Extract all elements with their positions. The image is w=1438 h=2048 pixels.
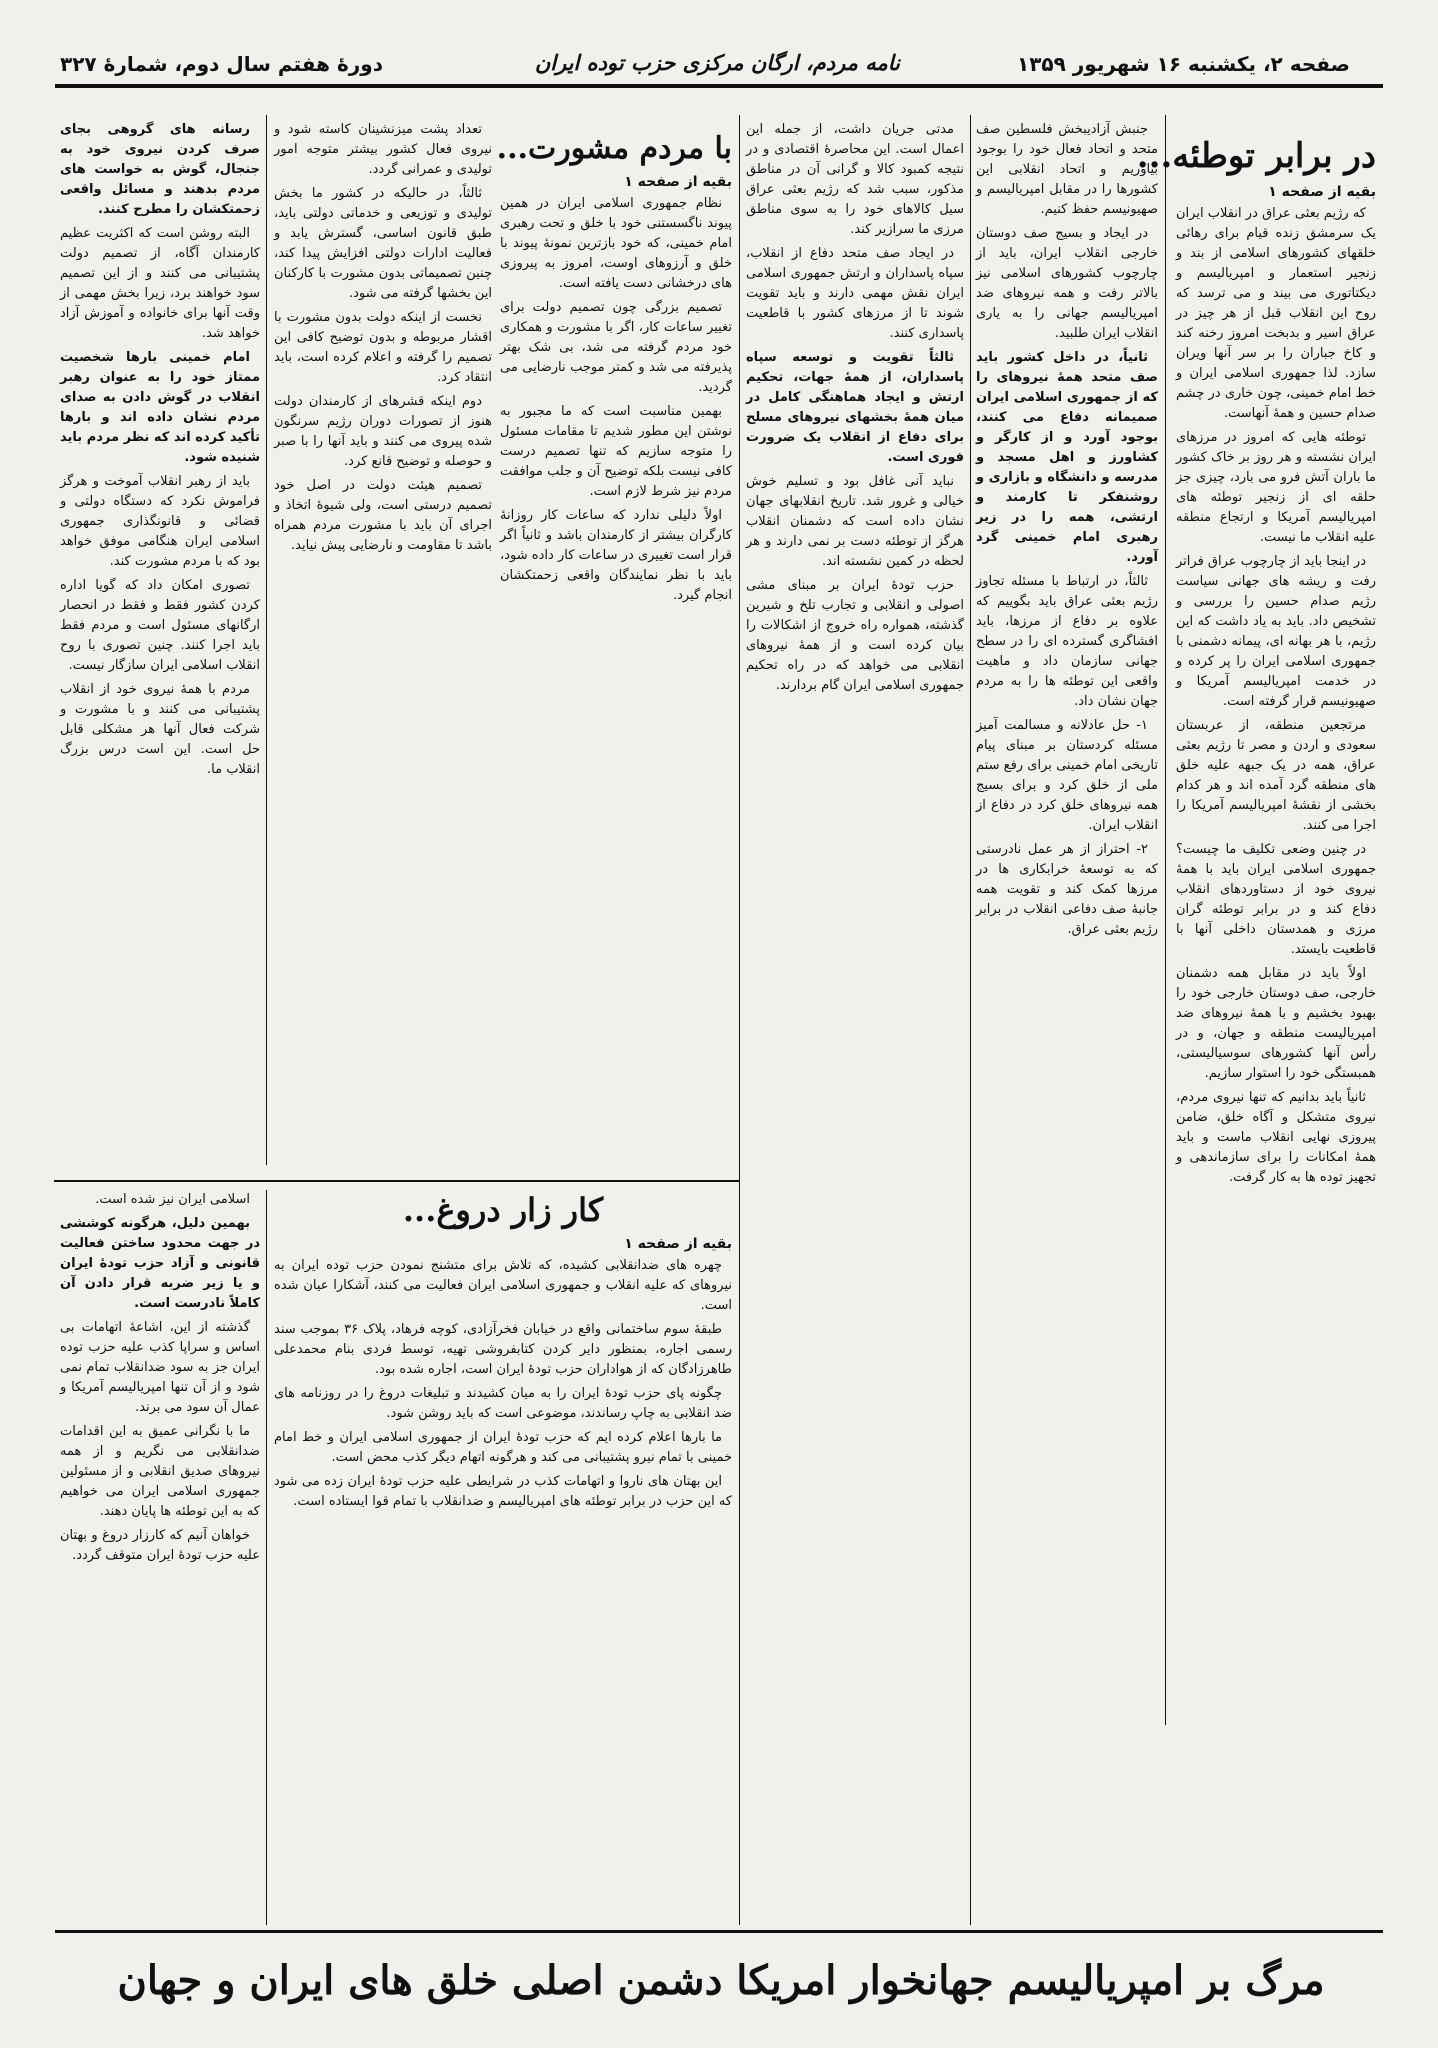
paragraph: ثالثاً، در حالیکه در کشور ما بخش تولیدی و توزیعی و خدماتی دولتی باید، طبق قانون اساسی، گسترش یابد و فعالیت ادارات دولتی افزایش پیدا کند، چنین تصمیماتی بدون مشورت با کارکنان این بخشها گرفته می شود. <box>274 186 492 301</box>
section-rule <box>54 1180 740 1182</box>
paragraph: در چنین وضعی تکلیف ما چیست؟ جمهوری اسلامی ایران باید با همهٔ نیروی خود از دستاوردهای انقلاب دفاع کند و در برابر توطئه گران مرزی و همدستان داخلی آنها با قاطعیت بایستد. <box>1176 841 1376 957</box>
paragraph: نظام جمهوری اسلامی ایران در همین پیوند ناگسستنی خود با خلق و تحت رهبری امام خمینی، که خود بازترین نمونهٔ پیوند با خلق و آرزوهای اوست، امروز به پیروزی های درخشانی دست یافته است. <box>500 195 732 291</box>
paragraph: توطئه هایی که امروز در مرزهای ایران نشسته و هر روز بر خاک کشور ما باران آتش فرو می بارد، چیزی جز حلقه ای از زنجیر توطئه های امپریالیسم آمریکا و ارتجاع منطقه علیه انقلاب ما نیست. <box>1176 429 1376 545</box>
article-column <box>496 130 732 1175</box>
article-title: کار زار دروغ... <box>402 1191 604 1229</box>
masthead: نامه مردم، ارگان مرکزی حزب توده ایران <box>534 50 900 75</box>
header-rule <box>55 84 1383 88</box>
paragraph: مدتی جریان داشت، از جمله این اعمال است. این محاصرهٔ اقتصادی و در نتیجه کمبود کالا و گرانی آن در مناطق مذکور، سبب شد که رژیم بعثی عراق سیل کالاهای خود را به سوی مناطق مرزی ما سرازیر کند. <box>746 122 964 237</box>
paragraph: ثانیاً باید بدانیم که تنها نیروی مردم، نیروی متشکل و آگاه خلق، ضامن پیروزی نهایی انقلاب ماست و باید همهٔ امکانات را برای سازماندهی و تجهیز توده ها به کار گرفت. <box>1176 1089 1376 1185</box>
paragraph: ثالثاً تقویت و توسعه سپاه پاسداران، از همهٔ جهات، تحکیم ارتش و ایجاد هماهنگی کامل در میان همهٔ بخشهای نیروهای مسلح برای دفاع از انقلاب یک ضرورت فوری است. <box>746 350 964 465</box>
paragraph: ۱- حل عادلانه و مسالمت آمیز مسئله کردستان بر مبنای پیام تاریخی امام خمینی برای رفع ستم ملی از خلق کرد و برای بسیج همه نیروهای خلق کرد در دفاع از انقلاب ایران. <box>976 718 1158 833</box>
paragraph: گذشته از این، اشاعهٔ اتهامات بی اساس و سراپا کذب علیه حزب توده ایران جز به سود ضدانقلاب تمام نمی شود و از آن تنها امپریالیسم آمریکا و عمال آن سود می برند. <box>60 1320 260 1415</box>
paragraph: تصمیم هیئت دولت در اصل خود تصمیم درستی است، ولی شیوهٔ اتخاذ و اجرای آن باید با مشورت مردم همراه باشد تا مقاومت و نارضایی پیش نیاید. <box>274 478 492 553</box>
paragraph: اولاً دلیلی ندارد که ساعات کار روزانهٔ کارگران بیشتر از کارمندان باشد و ثانیاً اگر قرار است تغییری در ساعات کار داده شود، باید با نظر نمایندگان واقعی زحمتکشان انجام گیرد. <box>500 507 732 603</box>
continued-label: بقیه از صفحه ۱ <box>624 1236 732 1252</box>
paragraph: طبقهٔ سوم ساختمانی واقع در خیابان فخرآزادی، کوچه فرهاد، پلاک ۳۶ بموجب سند رسمی اجاره، بمنظور دایر کردن کتابفروشی تهیه، توسط فردی بنام محمدعلی طاهرزادگان که از هواداران حزب تودهٔ ایران است، اجاره شده بود. <box>274 1322 732 1377</box>
paragraph: جنبش آزادیبخش فلسطین صف متحد و اتحاد فعال خود را بوجود بیاوریم و اتحاد انقلابی این کشورها را در مقابل امپریالیسم و صهیونیسم حفظ کنیم. <box>976 122 1158 217</box>
paragraph: ثانیاً، در داخل کشور باید صف متحد همهٔ نیروهای را که از جمهوری اسلامی ایران صمیمانه دفاع می کنند، بوجود آورد و از کارگر و کشاورز و اهل مسجد و مدرسه و دانشگاه و بازاری و روشنفکر تا کارمند و ارتشی، همه را در زیر رهبری امام خمینی گرد آورد. <box>976 350 1158 565</box>
article-column <box>60 1190 260 1925</box>
article-column <box>976 120 1158 1925</box>
paragraph: چهره های ضدانقلابی کشیده، که تلاش برای متشنج نمودن حزب توده ایران به نیروهای که علیه انقلاب و جمهوری اسلامی ایران فعالیت می کنند، آشکارا عیان شده است. <box>274 1258 732 1313</box>
paragraph: اسلامی ایران نیز شده است. <box>95 1192 250 1207</box>
column-rule <box>970 115 971 1925</box>
column-rule <box>1165 115 1166 1725</box>
issue-info: دورهٔ هفتم سال دوم، شمارهٔ ۳۲۷ <box>60 52 383 76</box>
paragraph: مرتجعین منطقه، از عربستان سعودی و اردن و مصر تا رژیم بعثی عراق، همه در یک جبهه علیه خلق های منطقه گرد آمده اند و هر کدام بخشی از نقشهٔ امپریالیسم آمریکا را اجرا می کنند. <box>1176 717 1376 833</box>
paragraph: در اینجا باید از چارچوب عراق فراتر رفت و ریشه های جهانی سیاست رژیم صدام حسین را بررسی و تشخیص داد. باید به یاد داشت که این رژیم، با هر بهانه ای، پیمانه دشمنی با جمهوری اسلامی ایران را پر کرده و در خدمت امپریالیسم آمریکا و صهیونیسم قرار گرفته است. <box>1176 553 1376 709</box>
paragraph: که رژیم بعثی عراق در انقلاب ایران یک سرمشق زنده قیام برای رهائی خلقهای کشورهای اسلامی از بند و زنجیر استعمار و امپریالیسم و دیکتاتوری می بیند و می ترسد که روح این انقلاب قبل از هر چیز در عراق اسیر و بدبخت امروز رخنه کند و کاخ جباران را بر سر آنها ویران سازد. لذا جمهوری اسلامی ایران و خط امام خمینی، چون خاری در چشم صدام حسین و همهٔ آنهاست. <box>1176 205 1376 421</box>
paragraph: ثالثاً، در ارتباط با مسئله تجاوز رژیم بعثی عراق باید بگوییم که علاوه بر دفاع از مرزها، باید افشاگری گسترده ای را در سطح جهانی سازمان داد و ماهیت واقعی این توطئه ها را به مردم جهان نشان داد. <box>976 574 1158 709</box>
paragraph: رسانه های گروهی بجای صرف کردن نیروی خود به جنجال، گوش به خواست های مردم بدهند و مسائل واقعی زحمتکشان را مطرح کنند. <box>60 122 260 217</box>
paragraph: ما بارها اعلام کرده ایم که حزب تودهٔ ایران از جمهوری اسلامی ایران و خط امام خمینی با تمام نیرو پشتیبانی می کند و هرگونه اتهام دیگر کذب محض است. <box>274 1430 732 1465</box>
article-column <box>274 120 492 1175</box>
paragraph: باید از رهبر انقلاب آموخت و هرگز فراموش نکرد که دستگاه دولتی و قضائی و قانونگذاری جمهوری اسلامی ایران هنگامی موفق خواهد بود که با مردم مشورت کند. <box>60 474 260 569</box>
continued-label: بقیه از صفحه ۱ <box>624 173 732 190</box>
article-column <box>60 120 260 1175</box>
paragraph: مردم با همهٔ نیروی خود از انقلاب پشتیبانی می کنند و با مشورت و شرکت فعال آنها هر مشکلی قابل حل است. این است درس بزرگ انقلاب ما. <box>60 682 260 777</box>
article-title: با مردم مشورت... <box>496 131 732 166</box>
footer-banner: مرگ بر امپریالیسم جهانخوار امریکا دشمن اصلی خلق های ایران و جهان <box>117 1957 1325 2004</box>
paragraph: چگونه پای حزب تودهٔ ایران را به میان کشیدند و تبلیغات دروغ را در روزنامه های ضد انقلابی به چاپ رساندند، موضوعی است که باید روشن شود. <box>274 1386 732 1421</box>
paragraph: تصمیم بزرگی چون تصمیم دولت برای تغییر ساعات کار، اگر با مشورت و همکاری خود مردم گرفته می شد، بی شک بهتر پذیرفته می شد و کمتر موجب نارضایی می گردید. <box>500 299 732 395</box>
column-rule <box>266 115 267 1165</box>
page-date: صفحه ۲، یکشنبه ۱۶ شهریور ۱۳۵۹ <box>1017 52 1350 76</box>
paragraph: این بهتان های ناروا و اتهامات کذب در شرایطی علیه حزب تودهٔ ایران زده می شود که این حزب در برابر توطئه های امپریالیسم و ضدانقلاب با تمام قوا ایستاده است. <box>274 1474 732 1509</box>
paragraph: نباید آنی غافل بود و تسلیم خوش خیالی و غرور شد. تاریخ انقلابهای جهان نشان داده است که دشمنان انقلاب هرگز از توطئه دست بر نمی دارند و هر لحظه در کمین نشسته اند. <box>746 474 964 569</box>
paragraph: نخست از اینکه دولت بدون مشورت با اقشار مربوطه و بدون توضیح کافی این تصمیم را گرفته و اعلام کرده است، باید انتقاد کرد. <box>274 310 492 385</box>
article-column <box>746 120 964 1925</box>
paragraph: تصوری امکان داد که گویا اداره کردن کشور فقط و فقط در انحصار ارگانهای مسئول است و مردم فقط باید اجرا کنند. چنین تصوری با روح انقلاب اسلامی ایران سازگار نیست. <box>60 578 260 673</box>
article-title: در برابر توطئه... <box>1136 136 1376 176</box>
paragraph: ۲- احتراز از هر عمل نادرستی که به توسعهٔ خرابکاری ها در مرزها کمک کند و تقویت همه جانبهٔ صف دفاعی انقلاب در برابر رژیم بعثی عراق. <box>976 842 1158 937</box>
article-column <box>1136 135 1376 1925</box>
article-column <box>274 1190 732 1925</box>
paragraph: البته روشن است که اکثریت عظیم کارمندان آگاه، از تصمیم دولت پشتیبانی می کنند و از این تصمیم سود خواهند برد، زیرا بخش مهمی از وقت آنها برای خانواده و آموزش آزاد خواهد شد. <box>60 226 260 341</box>
paragraph: در ایجاد و بسیج صف دوستان خارجی انقلاب ایران، باید از چارچوب کشورهای اسلامی نیز بالاتر رفت و همه نیروهای ضد امپریالیسم جهانی را به یاری انقلاب ایران طلبید. <box>976 226 1158 341</box>
paragraph: اولاً باید در مقابل همه دشمنان خارجی، صف دوستان خارجی خود را بهبود بخشیم و با همهٔ نیروهای ضد امپریالیست منطقه و جهان، و در رأس آنها کشورهای سوسیالیستی، همبستگی خود را استوار سازیم. <box>1176 965 1376 1081</box>
column-rule <box>739 115 740 1925</box>
paragraph: بهمین دلیل، هرگونه کوششی در جهت محدود ساختن فعالیت قانونی و آزاد حزب تودهٔ ایران و یا زیر ضربه قرار دادن آن کاملاً نادرست است. <box>60 1216 260 1311</box>
continued-label: بقیه از صفحه ۱ <box>1268 183 1376 200</box>
paragraph: بهمین مناسبت است که ما مجبور به نوشتن این مطور شدیم تا مقامات مسئول را متوجه سازیم که تنها تصمیم درست کافی نیست بلکه توضیح آن و جلب موافقت مردم نیز شرط لازم است. <box>500 403 732 499</box>
paragraph: دوم اینکه قشرهای از کارمندان دولت هنوز از تصورات دوران رژیم سرنگون شده پیروی می کنند و باید آنها را با صبر و حوصله و توضیح قانع کرد. <box>274 394 492 469</box>
paragraph: ما با نگرانی عمیق به این اقدامات ضدانقلابی می نگریم و از همه نیروهای صدیق انقلابی و از مسئولین جمهوری اسلامی ایران می خواهیم که به این توطئه ها پایان دهند. <box>60 1424 260 1519</box>
paragraph: در ایجاد صف متحد دفاع از انقلاب، سپاه پاسداران و ارتش جمهوری اسلامی ایران نقش مهمی دارند و باید تقویت شوند تا از مرزهای کشور با قاطعیت پاسداری کنند. <box>746 246 964 341</box>
paragraph: تعداد پشت میزنشینان کاسته شود و نیروی فعال کشور بیشتر متوجه امور تولیدی و عمرانی گردد. <box>274 122 492 177</box>
paragraph: حزب تودهٔ ایران بر مبنای مشی اصولی و انقلابی و تجارب تلخ و شیرین گذشته، همواره راه خروج از اشکالات را بیان کرده است و از همهٔ نیروهای انقلابی می خواهد که در راه تحکیم جمهوری اسلامی ایران گام بردارند. <box>746 578 964 693</box>
column-rule <box>266 1190 267 1925</box>
footer-rule <box>55 1930 1383 1933</box>
paragraph: امام خمینی بارها شخصیت ممتاز خود را به عنوان رهبر انقلاب در گوش دادن به صدای مردم نشان داده اند و بارها تأکید کرده اند که نظر مردم باید شنیده شود. <box>60 350 260 465</box>
paragraph: خواهان آنیم که کارزار دروغ و بهتان علیه حزب تودهٔ ایران متوقف گردد. <box>60 1528 260 1563</box>
